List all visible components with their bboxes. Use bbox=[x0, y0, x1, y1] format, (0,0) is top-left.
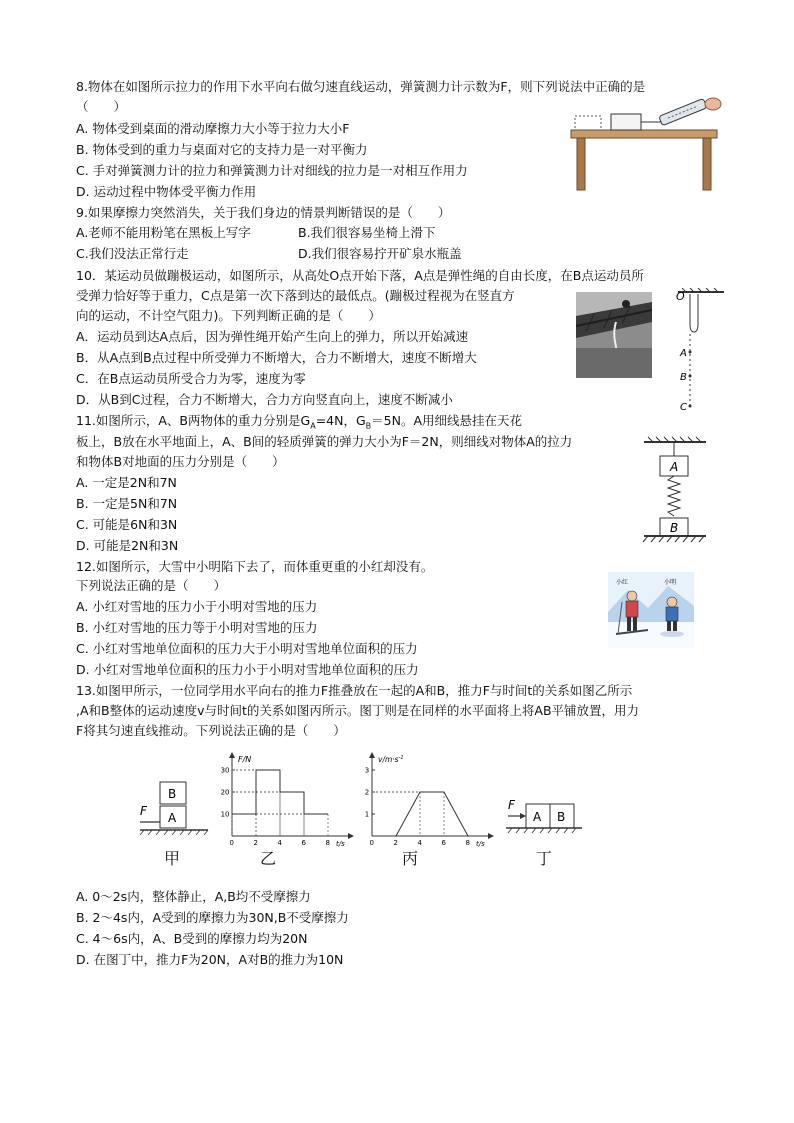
q10-option-a: A．运动员到达A点后，因为弹性绳开始产生向上的弹力，所以开始减速 bbox=[76, 329, 469, 344]
q8-stem: 8.物体在如图所示拉力的作用下水平向右做匀速直线运动，弹簧测力计示数为F，则下列说法中正确的是 bbox=[76, 79, 646, 94]
bing-ytick-label: 1 bbox=[364, 810, 370, 819]
snow-picture bbox=[608, 572, 694, 648]
fig-ding bbox=[504, 790, 584, 836]
bing-xlabel: t/s bbox=[476, 840, 485, 848]
block-ghost bbox=[575, 116, 601, 130]
label-c: C bbox=[680, 402, 687, 413]
q8-option-b: B. 物体受到的重力与桌面对它的支持力是一对平衡力 bbox=[76, 142, 368, 157]
q11-stem-line3: 和物体B对地面的压力分别是（ ） bbox=[76, 454, 285, 469]
caption-ding: 丁 bbox=[536, 849, 553, 868]
q9-stem: 9.如果摩擦力突然消失，关于我们身边的情景判断错误的是（ ） bbox=[76, 205, 451, 220]
bing-xtick-label: 0 bbox=[369, 839, 374, 847]
q12-option-a: A. 小红对雪地的压力小于小明对雪地的压力 bbox=[76, 599, 318, 614]
svg-text:B: B bbox=[670, 521, 679, 535]
svg-text:B: B bbox=[557, 810, 566, 824]
table-leg-left bbox=[577, 138, 585, 190]
q13-stem-line1: 13.如图甲所示，一位同学用水平向右的推力F推叠放在一起的A和B，推力F与时间t的关系如图乙所示 bbox=[76, 683, 633, 698]
q8-option-a: A. 物体受到桌面的滑动摩擦力大小等于拉力大小F bbox=[76, 121, 350, 136]
q11-option-b: B. 一定是5N和7N bbox=[76, 496, 178, 511]
q12-stem-line1: 12.如图所示，大雪中小明陷下去了，而体重更重的小红却没有。 bbox=[76, 559, 434, 574]
svg-text:A: A bbox=[533, 810, 542, 824]
bing-xtick-label: 6 bbox=[441, 839, 446, 847]
q12-option-b: B. 小红对雪地的压力等于小明对雪地的压力 bbox=[76, 620, 318, 635]
label-b: B bbox=[680, 372, 687, 383]
q13-stem-line3: F将其匀速直线推动。下列说法正确的是（ ） bbox=[76, 723, 346, 738]
fig-jia bbox=[136, 772, 212, 836]
graph-yi bbox=[218, 752, 358, 848]
yi-xtick-label: 0 bbox=[229, 839, 234, 847]
bungee-photo bbox=[576, 292, 652, 378]
bing-xtick-label: 2 bbox=[393, 839, 398, 847]
ding-force-label: F bbox=[508, 798, 515, 812]
bungee-cord bbox=[690, 294, 698, 332]
caption-jia: 甲 bbox=[164, 849, 181, 868]
q11-option-a: A. 一定是2N和7N bbox=[76, 475, 177, 490]
q10-option-c: C．在B点运动员所受合力为零，速度为零 bbox=[76, 371, 306, 386]
q9-option-d: D.我们很容易拧开矿泉水瓶盖 bbox=[298, 246, 462, 261]
bing-xtick-label: 8 bbox=[465, 839, 470, 847]
q8-figure bbox=[565, 96, 725, 194]
q12-stem-line2: 下列说法正确的是（ ） bbox=[76, 578, 227, 593]
q10-stem-line2: 受弹力恰好等于重力，C点是第一次下落到达的最低点。(蹦极过程视为在竖直方 bbox=[76, 288, 515, 303]
q9-option-b: B.我们很容易坐椅上滑下 bbox=[298, 225, 436, 240]
bing-ytick-label: 2 bbox=[364, 788, 370, 797]
q11-figure bbox=[640, 434, 710, 546]
q11-option-c: C. 可能是6N和3N bbox=[76, 517, 178, 532]
q10-stem-line1: 10．某运动员做蹦极运动，如图所示，从高处O点开始下落，A点是弹性绳的自由长度，在B点运动员所 bbox=[76, 268, 644, 283]
q13-option-c: C. 4～6s内，A、B受到的摩擦力均为20N bbox=[76, 931, 308, 946]
yi-xtick-label: 8 bbox=[325, 839, 330, 847]
block bbox=[611, 114, 641, 130]
bing-ytick-label: 3 bbox=[364, 766, 370, 775]
label-xiaoming: 小明 bbox=[664, 579, 677, 586]
bing-series-line bbox=[396, 792, 468, 836]
graph-bing bbox=[358, 752, 498, 848]
spring-scale bbox=[659, 98, 707, 125]
q9-option-c: C.我们没法正常行走 bbox=[76, 246, 189, 261]
yi-xlabel: t/s bbox=[336, 840, 345, 848]
q13-stem-line2: ,A和B整体的运动速度v与时间t的关系如图丙所示。图丁则是在同样的水平面将上将AB平铺放置，用力 bbox=[76, 703, 640, 718]
q12-option-d: D. 小红对雪地单位面积的压力小于小明对雪地单位面积的压力 bbox=[76, 662, 419, 677]
yi-xtick-label: 2 bbox=[253, 839, 258, 847]
q10-option-b: B．从A点到B点过程中所受弹力不断增大，合力不断增大，速度不断增大 bbox=[76, 350, 477, 365]
jia-force-label: F bbox=[140, 804, 147, 818]
yi-ytick-label: 20 bbox=[220, 788, 230, 797]
q12-option-c: C. 小红对雪地单位面积的压力大于小明对雪地单位面积的压力 bbox=[76, 641, 418, 656]
q11-stem-line1: 11.如图所示，A、B两物体的重力分别是$G_A=4N$，$G_B=5N$。A用细线悬挂在天花 bbox=[76, 413, 523, 431]
q13-option-d: D. 在图丁中，推力F为20N，A对B的推力为10N bbox=[76, 952, 344, 967]
caption-bing: 丙 bbox=[402, 849, 419, 868]
table-leg-right bbox=[703, 138, 711, 190]
q8-option-c: C. 手对弹簧测力计的拉力和弹簧测力计对细线的拉力是一对相互作用力 bbox=[76, 163, 468, 178]
bungee-diagram bbox=[668, 288, 728, 414]
q10-stem-line3: 向的运动，不计空气阻力)。下列判断正确的是（ ） bbox=[76, 308, 381, 323]
label-o: O bbox=[676, 290, 685, 303]
bing-ylabel: $v/m\cdot s^{-1}$ bbox=[378, 755, 404, 764]
svg-text:A: A bbox=[168, 811, 177, 825]
q9-option-a: A.老师不能用粉笔在黑板上写字 bbox=[76, 225, 251, 240]
yi-ylabel: F/N bbox=[238, 755, 252, 764]
yi-xtick-label: 6 bbox=[301, 839, 306, 847]
q13-option-a: A. 0～2s内，整体静止，A,B均不受摩擦力 bbox=[76, 889, 311, 904]
bing-xtick-label: 4 bbox=[417, 839, 422, 847]
yi-ytick-label: 10 bbox=[220, 810, 230, 819]
hand bbox=[705, 98, 721, 110]
svg-text:A: A bbox=[670, 460, 679, 474]
q8-paren: （ ） bbox=[76, 99, 127, 114]
svg-text:B: B bbox=[168, 787, 177, 801]
q8-option-d: D. 运动过程中物体受平衡力作用 bbox=[76, 184, 257, 199]
q11-stem-line2: 板上，B放在水平地面上，A、B间的轻质弹簧的弹力大小为F＝2N，则细线对物体A的拉力 bbox=[76, 434, 573, 449]
q13-option-b: B. 2～4s内，A受到的摩擦力为30N,B不受摩擦力 bbox=[76, 910, 349, 925]
q10-option-d: D．从B到C过程，合力不断增大，合力方向竖直向上，速度不断减小 bbox=[76, 392, 453, 407]
table-top bbox=[571, 130, 717, 138]
q11-option-d: D. 可能是2N和3N bbox=[76, 538, 179, 553]
caption-yi: 乙 bbox=[260, 849, 277, 868]
yi-ytick-label: 30 bbox=[220, 766, 230, 775]
spring bbox=[668, 476, 680, 516]
yi-xtick-label: 4 bbox=[277, 839, 282, 847]
label-a: A bbox=[680, 348, 687, 359]
label-xiaohong: 小红 bbox=[616, 579, 629, 586]
